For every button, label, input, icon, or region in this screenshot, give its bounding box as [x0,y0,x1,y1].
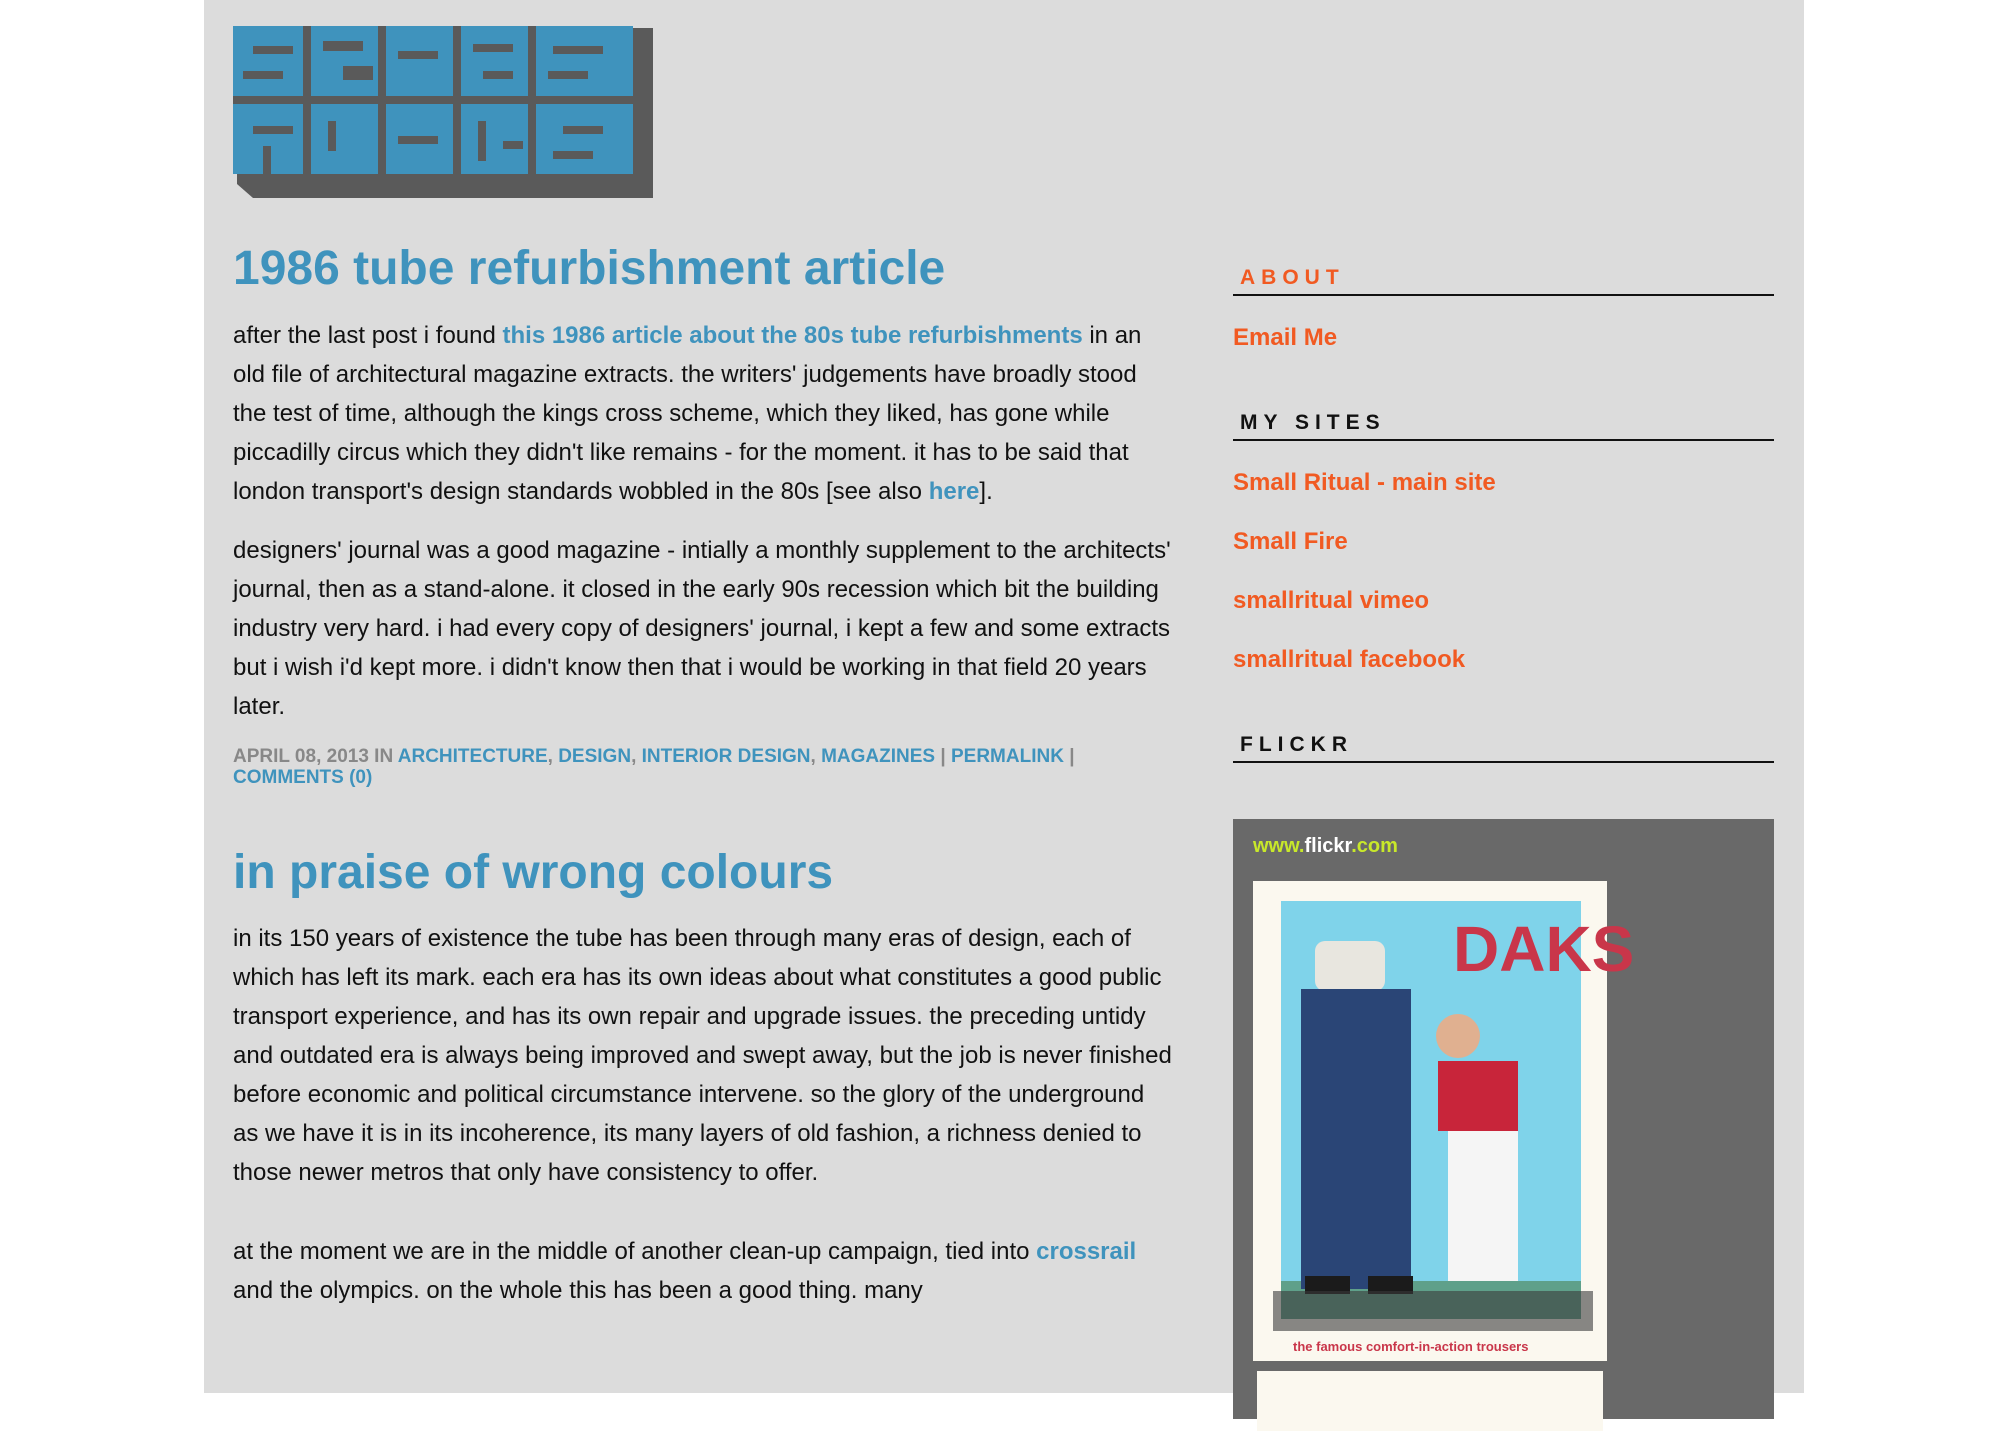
site-link-facebook[interactable]: smallritual facebook [1233,646,1466,673]
about-section [1233,266,1774,355]
sites-list [1233,465,1774,677]
flickr-brand-com: .com [1351,835,1398,857]
email-me-link[interactable]: Email Me [1233,324,1338,351]
list-item [1233,524,1774,559]
site-link-small-fire[interactable]: Small Fire [1233,528,1348,555]
post-body [233,316,1173,726]
paragraph-text: at the moment we are in the middle of another clean-up campaign, tied into [233,1238,1037,1266]
post-footer [233,746,1173,788]
list-item [1233,642,1774,677]
flickr-photo[interactable] [1253,881,1635,1361]
flickr-photo-second[interactable] [1257,1371,1603,1431]
logo-graphic [233,26,653,198]
separator: | [935,745,951,767]
site-link-main[interactable]: Small Ritual - main site [1233,469,1496,496]
paragraph-text: and the olympics. on the whole this has been a good thing. many [233,1277,923,1305]
sidebar [1233,266,1774,1419]
my-sites-heading: MY SITES [1233,411,1774,441]
about-heading: ABOUT [1233,266,1774,296]
category-link[interactable]: DESIGN [558,745,632,767]
separator: , [810,745,822,767]
post-paragraph [233,1232,1173,1310]
separator: | [1063,745,1075,767]
flickr-badge [1233,819,1774,1419]
site-link-vimeo[interactable]: smallritual vimeo [1233,587,1430,614]
flickr-brand-www: www. [1253,835,1305,857]
article-link[interactable]: this 1986 article about the 80s tube refurbishments [502,321,1083,349]
post-body [233,919,1173,1310]
main-column [233,240,1173,1330]
site-logo[interactable] [233,26,653,198]
paragraph-text: after the last post i found [233,321,503,349]
list-item [1233,583,1774,618]
flickr-heading: FLICKR [1233,733,1774,763]
post-title[interactable]: in praise of wrong colours [233,845,834,899]
paragraph-text: in an old file of architectural magazine extracts. the writers' judgements have broadly stood the test of time, although the kings cross scheme, which they liked, has gone while piccadilly circus which they didn't like remains - for the moment. it has to be said that london transport's design standards wobbled in the 80s [see also [233,321,1142,505]
flickr-brand-link[interactable] [1253,835,1398,858]
post [233,240,1173,788]
category-link[interactable]: ARCHITECTURE [397,745,548,767]
category-link[interactable]: INTERIOR DESIGN [641,745,811,767]
post [233,844,1173,1311]
flickr-photo-caption: the famous comfort-in-action trousers [1293,1339,1529,1354]
permalink-link[interactable]: PERMALINK [950,745,1064,767]
separator: , [631,745,642,767]
post-date: APRIL 08, 2013 IN [233,745,398,767]
here-link[interactable]: here [928,477,980,505]
list-item [1233,465,1774,500]
flickr-section [1233,733,1774,1419]
flickr-brand-name: flickr [1304,835,1352,857]
post-title[interactable]: 1986 tube refurbishment article [233,242,946,295]
post-paragraph: designers' journal was a good magazine - intially a monthly supplement to the architects' journal, then as a stand-alone. it closed in the early 90s recession which bit the building industry very hard. i had every copy of designers' journal, i kept a few and some extracts but i wish i'd kept more. i didn't know then that i would be working in that field 20 years later. [233,536,1171,720]
comments-link[interactable]: COMMENTS (0) [233,766,373,788]
paragraph-text: ]. [979,477,993,505]
category-link[interactable]: MAGAZINES [821,745,936,767]
separator: , [547,745,559,767]
page-container [204,0,1804,1393]
flickr-photo-text: DAKS [1453,913,1635,985]
post-paragraph [233,316,1173,511]
my-sites-section [1233,411,1774,677]
crossrail-link[interactable]: crossrail [1036,1238,1137,1266]
flickr-photo-image [1253,881,1635,1361]
list-item [1233,320,1774,355]
about-list [1233,320,1774,355]
post-paragraph: in its 150 years of existence the tube has been through many eras of design, each of which has left its mark. each era has its own ideas about what constitutes a good public transport experience, and has its own repair and upgrade issues. the preceding untidy and outdated era is always being improved and swept away, but the job is never finished before economic and political circumstance intervene. so the glory of the underground as we have it is in its incoherence, its many layers of old fashion, a richness denied to those newer metros that only have consistency to offer. [233,925,1172,1187]
